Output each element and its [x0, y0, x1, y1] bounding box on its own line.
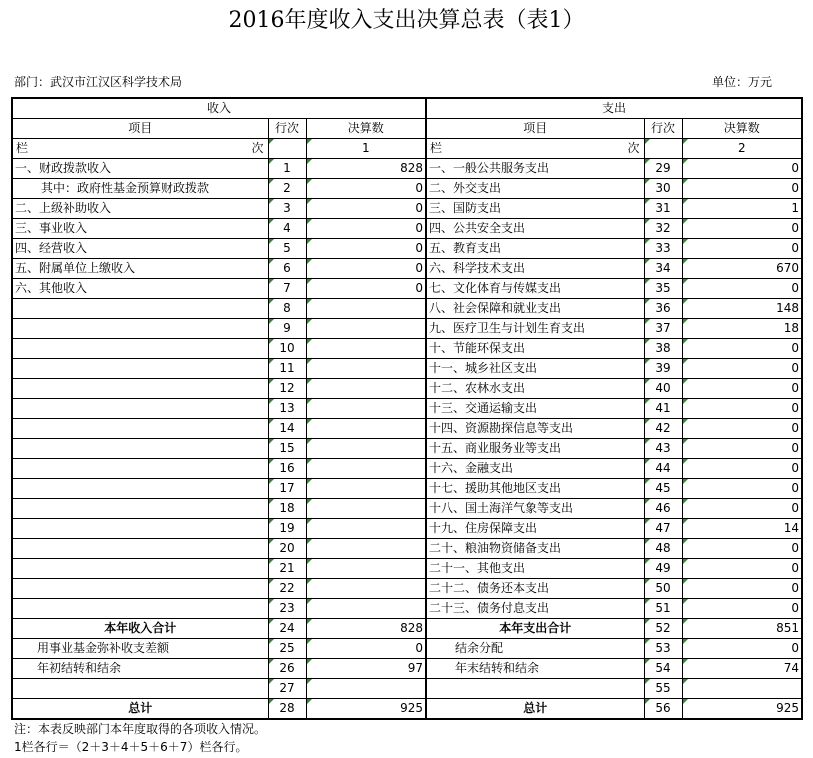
- expense-item-label: 总计: [426, 699, 644, 720]
- income-amount: [306, 359, 426, 379]
- expense-item-label: 十、节能环保支出: [426, 339, 644, 359]
- expense-amount: 0: [682, 279, 802, 299]
- expense-line-number: 53: [644, 639, 682, 659]
- income-item-label: 年初结转和结余: [12, 659, 268, 679]
- expense-item-label: 八、社会保障和就业支出: [426, 299, 644, 319]
- expense-item-label: 十六、金融支出: [426, 459, 644, 479]
- income-item-label: [12, 439, 268, 459]
- income-amount: [306, 419, 426, 439]
- income-amount: [306, 379, 426, 399]
- expense-amount: 0: [682, 459, 802, 479]
- expense-line-number: 41: [644, 399, 682, 419]
- income-line-number: 18: [268, 499, 306, 519]
- expense-line-number: 30: [644, 179, 682, 199]
- table-row: [12, 499, 802, 519]
- income-item-label: [12, 679, 268, 699]
- expense-item-label: 十九、住房保障支出: [426, 519, 644, 539]
- table-row: [12, 559, 802, 579]
- income-amount: [306, 459, 426, 479]
- column-header-row: [12, 119, 802, 139]
- expense-line-number: 34: [644, 259, 682, 279]
- income-item-label: 二、上级补助收入: [12, 199, 268, 219]
- income-line-number: 28: [268, 699, 306, 720]
- footnote-2: 1栏各行＝（2＋3＋4＋5＋6＋7）栏各行。: [14, 740, 248, 754]
- expense-amount-header: 决算数: [682, 119, 802, 139]
- income-line-number: 1: [268, 159, 306, 179]
- income-amount: 0: [306, 239, 426, 259]
- income-item-label: [12, 339, 268, 359]
- expense-item-label: 十三、交通运输支出: [426, 399, 644, 419]
- income-line-number: 10: [268, 339, 306, 359]
- income-line-number: 7: [268, 279, 306, 299]
- expense-line-number: 49: [644, 559, 682, 579]
- table-row: [12, 399, 802, 419]
- table-row: [12, 439, 802, 459]
- expense-line-number: 37: [644, 319, 682, 339]
- income-amount: 0: [306, 179, 426, 199]
- table-row: [12, 299, 802, 319]
- table-row: [12, 619, 802, 639]
- income-amount: 0: [306, 259, 426, 279]
- income-amount: [306, 339, 426, 359]
- income-item-label: [12, 559, 268, 579]
- table-row: [12, 319, 802, 339]
- income-item-label: [12, 539, 268, 559]
- expense-amount: 670: [682, 259, 802, 279]
- expense-line-number: 39: [644, 359, 682, 379]
- table-row: [12, 639, 802, 659]
- expense-item-label: 十七、援助其他地区支出: [426, 479, 644, 499]
- table-row: [12, 339, 802, 359]
- expense-amount: 0: [682, 159, 802, 179]
- income-line-number: 17: [268, 479, 306, 499]
- expense-amount: 925: [682, 699, 802, 720]
- income-line-number: 4: [268, 219, 306, 239]
- table-row: [12, 159, 802, 179]
- income-line-number: 20: [268, 539, 306, 559]
- expense-line-number: 52: [644, 619, 682, 639]
- expense-item-label: 二、外交支出: [426, 179, 644, 199]
- income-line-number: 27: [268, 679, 306, 699]
- expense-amount: 0: [682, 399, 802, 419]
- expense-line-number: 55: [644, 679, 682, 699]
- expense-line-number: 40: [644, 379, 682, 399]
- income-item-label: 三、事业收入: [12, 219, 268, 239]
- expense-amount: 148: [682, 299, 802, 319]
- table-row: [12, 259, 802, 279]
- income-line-number: 24: [268, 619, 306, 639]
- income-amount: [306, 499, 426, 519]
- income-item-label: [12, 479, 268, 499]
- expense-item-label: 九、医疗卫生与计划生育支出: [426, 319, 644, 339]
- expense-amount: 0: [682, 559, 802, 579]
- expense-amount: 1: [682, 199, 802, 219]
- expense-item-label: 十五、商业服务业等支出: [426, 439, 644, 459]
- expense-line-number: 54: [644, 659, 682, 679]
- footnotes: [14, 720, 266, 756]
- income-item-label: [12, 379, 268, 399]
- expense-item-label: 六、科学技术支出: [426, 259, 644, 279]
- income-line-number: 25: [268, 639, 306, 659]
- expense-line-number: 50: [644, 579, 682, 599]
- income-line-number: 9: [268, 319, 306, 339]
- expense-line-header: 行次: [644, 119, 682, 139]
- expense-amount: 0: [682, 359, 802, 379]
- income-item-label: 五、附属单位上缴收入: [12, 259, 268, 279]
- income-item-label: 四、经营收入: [12, 239, 268, 259]
- expense-line-number: 46: [644, 499, 682, 519]
- expense-amount: 74: [682, 659, 802, 679]
- expense-amount: [682, 679, 802, 699]
- income-column-number: 1: [306, 139, 426, 159]
- expense-line-number: 38: [644, 339, 682, 359]
- income-line-number: 8: [268, 299, 306, 319]
- income-amount: [306, 679, 426, 699]
- expense-amount: 18: [682, 319, 802, 339]
- income-line-number: 23: [268, 599, 306, 619]
- income-amount: [306, 439, 426, 459]
- footnote-1: 注：本表反映部门本年度取得的各项收入情况。: [14, 722, 267, 736]
- table-row: [12, 199, 802, 219]
- table-row: [12, 539, 802, 559]
- expense-item-label: 结余分配: [426, 639, 644, 659]
- expense-amount: 0: [682, 419, 802, 439]
- expense-item-label: 十八、国土海洋气象等支出: [426, 499, 644, 519]
- income-amount: [306, 479, 426, 499]
- expense-amount: 0: [682, 499, 802, 519]
- income-amount: 828: [306, 619, 426, 639]
- expense-line-number: 33: [644, 239, 682, 259]
- lan-label: 栏: [16, 141, 29, 155]
- income-line-header: 行次: [268, 119, 306, 139]
- income-amount: [306, 299, 426, 319]
- expense-amount: 0: [682, 579, 802, 599]
- expense-item-label: 二十二、债务还本支出: [426, 579, 644, 599]
- income-item-label: 本年收入合计: [12, 619, 268, 639]
- expense-item-label: 二十一、其他支出: [426, 559, 644, 579]
- expense-amount: 0: [682, 239, 802, 259]
- income-amount: [306, 599, 426, 619]
- expense-item-label: 三、国防支出: [426, 199, 644, 219]
- expense-line-number: 35: [644, 279, 682, 299]
- income-line-number: 16: [268, 459, 306, 479]
- income-line-number: 5: [268, 239, 306, 259]
- expense-item-label: 七、文化体育与传媒支出: [426, 279, 644, 299]
- expense-line-number: 51: [644, 599, 682, 619]
- expense-amount: 0: [682, 179, 802, 199]
- table-row: [12, 479, 802, 499]
- expense-line-number: 31: [644, 199, 682, 219]
- income-item-label: 其中：政府性基金预算财政拨款: [12, 179, 268, 199]
- income-item-label: [12, 499, 268, 519]
- expense-line-number: 36: [644, 299, 682, 319]
- income-amount: 97: [306, 659, 426, 679]
- income-lan-ci-cell: [12, 139, 268, 159]
- expense-item-label: 年末结转和结余: [426, 659, 644, 679]
- income-line-number: 12: [268, 379, 306, 399]
- table-row: [12, 579, 802, 599]
- expense-amount: 14: [682, 519, 802, 539]
- income-item-header: 项目: [12, 119, 268, 139]
- income-line-number: 11: [268, 359, 306, 379]
- income-amount: [306, 399, 426, 419]
- table-row: [12, 419, 802, 439]
- expense-item-label: 十一、城乡社区支出: [426, 359, 644, 379]
- income-amount: [306, 579, 426, 599]
- income-line-number: 15: [268, 439, 306, 459]
- expense-amount: 0: [682, 379, 802, 399]
- table-row: [12, 179, 802, 199]
- income-line-number: 22: [268, 579, 306, 599]
- income-line-number: 19: [268, 519, 306, 539]
- income-amount: [306, 319, 426, 339]
- unit-label: 单位：万元: [712, 75, 773, 89]
- expense-lan-blank: [644, 139, 682, 159]
- expense-item-label: 五、教育支出: [426, 239, 644, 259]
- income-item-label: [12, 579, 268, 599]
- expense-item-label: 十二、农林水支出: [426, 379, 644, 399]
- expense-section-header: 支出: [426, 98, 802, 119]
- income-item-label: 六、其他收入: [12, 279, 268, 299]
- expense-item-label: 十四、资源勘探信息等支出: [426, 419, 644, 439]
- income-section-header: 收入: [12, 98, 426, 119]
- table-row: [12, 239, 802, 259]
- ci-label: 次: [627, 141, 640, 155]
- column-number-row: [12, 139, 802, 159]
- income-line-number: 3: [268, 199, 306, 219]
- income-item-label: 用事业基金弥补收支差额: [12, 639, 268, 659]
- expense-lan-ci-cell: [426, 139, 644, 159]
- budget-table: [11, 97, 803, 720]
- income-item-label: 一、财政拨款收入: [12, 159, 268, 179]
- expense-line-number: 29: [644, 159, 682, 179]
- expense-item-header: 项目: [426, 119, 644, 139]
- income-amount-header: 决算数: [306, 119, 426, 139]
- income-item-label: [12, 299, 268, 319]
- expense-amount: 0: [682, 219, 802, 239]
- expense-amount: 851: [682, 619, 802, 639]
- lan-label: 栏: [430, 141, 443, 155]
- expense-item-label: 四、公共安全支出: [426, 219, 644, 239]
- expense-amount: 0: [682, 479, 802, 499]
- income-line-number: 6: [268, 259, 306, 279]
- income-item-label: [12, 419, 268, 439]
- table-row: [12, 279, 802, 299]
- income-lan-blank: [268, 139, 306, 159]
- table-row: [12, 519, 802, 539]
- ci-label: 次: [251, 141, 264, 155]
- table-row: [12, 659, 802, 679]
- expense-line-number: 32: [644, 219, 682, 239]
- expense-item-label: 本年支出合计: [426, 619, 644, 639]
- expense-line-number: 42: [644, 419, 682, 439]
- income-amount: [306, 539, 426, 559]
- table-row: [12, 359, 802, 379]
- table-row: [12, 219, 802, 239]
- table-row: [12, 379, 802, 399]
- expense-item-label: 一、一般公共服务支出: [426, 159, 644, 179]
- income-amount: [306, 519, 426, 539]
- table-row: [12, 459, 802, 479]
- expense-amount: 0: [682, 439, 802, 459]
- expense-line-number: 56: [644, 699, 682, 720]
- expense-amount: 0: [682, 599, 802, 619]
- expense-amount: 0: [682, 339, 802, 359]
- income-line-number: 26: [268, 659, 306, 679]
- income-line-number: 2: [268, 179, 306, 199]
- income-item-label: [12, 599, 268, 619]
- expense-line-number: 44: [644, 459, 682, 479]
- income-amount: [306, 559, 426, 579]
- section-header-row: [12, 98, 802, 119]
- income-amount: 0: [306, 199, 426, 219]
- income-item-label: [12, 399, 268, 419]
- income-item-label: [12, 459, 268, 479]
- expense-amount: 0: [682, 539, 802, 559]
- income-amount: 0: [306, 279, 426, 299]
- income-item-label: [12, 519, 268, 539]
- expense-item-label: 二十三、债务付息支出: [426, 599, 644, 619]
- expense-amount: 0: [682, 639, 802, 659]
- expense-line-number: 45: [644, 479, 682, 499]
- income-item-label: [12, 319, 268, 339]
- income-item-label: [12, 359, 268, 379]
- department-label: 部门：武汉市江汉区科学技术局: [14, 75, 183, 89]
- expense-item-label: [426, 679, 644, 699]
- expense-line-number: 43: [644, 439, 682, 459]
- income-line-number: 14: [268, 419, 306, 439]
- income-line-number: 13: [268, 399, 306, 419]
- income-amount: 0: [306, 219, 426, 239]
- table-row: [12, 699, 802, 720]
- income-item-label: 总计: [12, 699, 268, 720]
- table-row: [12, 679, 802, 699]
- table-row: [12, 599, 802, 619]
- page-title: 2016年度收入支出决算总表（表1）: [228, 8, 585, 33]
- income-amount: 925: [306, 699, 426, 720]
- expense-line-number: 48: [644, 539, 682, 559]
- expense-column-number: 2: [682, 139, 802, 159]
- budget-table-body: [12, 98, 802, 719]
- income-amount: 0: [306, 639, 426, 659]
- income-line-number: 21: [268, 559, 306, 579]
- expense-line-number: 47: [644, 519, 682, 539]
- income-amount: 828: [306, 159, 426, 179]
- expense-item-label: 二十、粮油物资储备支出: [426, 539, 644, 559]
